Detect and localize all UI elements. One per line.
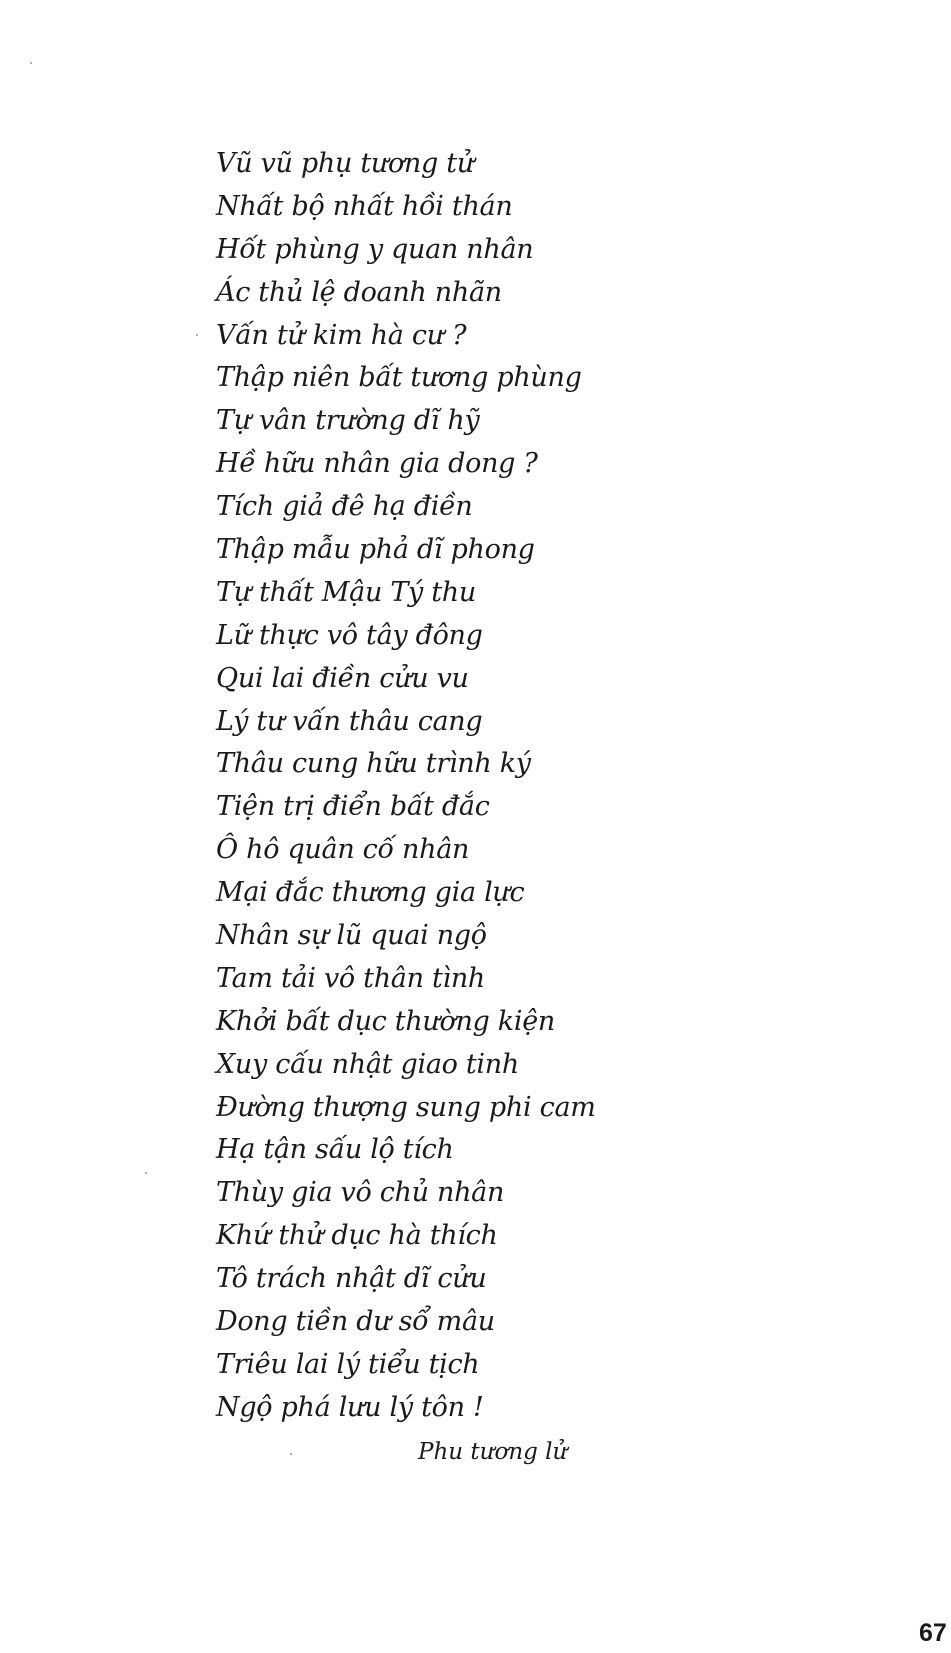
- poem-line: Tự thất Mậu Tý thu: [216, 576, 476, 608]
- poem-line: Thập mẫu phả dĩ phong: [216, 534, 535, 566]
- poem-signature: Phu tương lử: [418, 1439, 568, 1465]
- poem-line: Tam tải vô thân tình: [216, 962, 486, 994]
- poem-line: Khứ thử dục hà thích: [216, 1220, 498, 1252]
- poem-line: Xuy cấu nhật giao tinh: [216, 1048, 519, 1080]
- scan-speck: [30, 62, 32, 64]
- poem-line: Lữ thực vô tây đông: [216, 619, 483, 651]
- poem-line: Khởi bất dục thường kiện: [216, 1005, 555, 1037]
- poem-line: Hề hữu nhân gia dong ?: [216, 448, 538, 480]
- poem-line: Thập niên bất tương phùng: [216, 362, 582, 394]
- poem-line: Triêu lai lý tiểu tịch: [216, 1348, 480, 1380]
- scan-speck: [196, 334, 198, 336]
- poem-line: Qui lai điền cửu vu: [216, 662, 469, 694]
- poem-line: Nhân sự lũ quai ngộ: [216, 920, 487, 952]
- poem-line: Đường thượng sung phi cam: [216, 1091, 596, 1123]
- poem-line: Tích giả đê hạ điền: [216, 491, 473, 523]
- poem-line: Tiện trị điển bất đắc: [216, 791, 490, 823]
- poem-line: Thùy gia vô chủ nhân: [216, 1177, 505, 1209]
- scan-speck: [290, 1453, 292, 1455]
- poem-line: Tự vân trường dĩ hỹ: [216, 405, 480, 437]
- poem-line: Hạ tận sấu lộ tích: [216, 1134, 454, 1166]
- poem-line: Dong tiền dư sổ mâu: [216, 1306, 495, 1338]
- poem-line: Vũ vũ phụ tương tử: [216, 148, 474, 179]
- poem-line: Hốt phùng y quan nhân: [216, 233, 534, 265]
- scan-speck: [145, 1172, 147, 1174]
- poem-line: Lý tư vấn thâu cang: [216, 705, 483, 737]
- poem-line: Vấn tử kim hà cư ?: [216, 319, 467, 351]
- poem-line: Ác thủ lệ doanh nhãn: [216, 276, 502, 308]
- poem-line: Mại đắc thương gia lực: [216, 877, 525, 909]
- poem-line: Thâu cung hữu trình ký: [216, 748, 531, 780]
- poem-line: Tô trách nhật dĩ cửu: [216, 1263, 487, 1295]
- poem-line: Ô hô quân cố nhân: [216, 834, 470, 866]
- poem-lines: [216, 143, 596, 1430]
- poem-line: Ngộ phá lưu lý tôn !: [216, 1391, 484, 1423]
- poem-line: Nhất bộ nhất hồi thán: [216, 190, 513, 222]
- page-number: 67: [919, 1619, 947, 1647]
